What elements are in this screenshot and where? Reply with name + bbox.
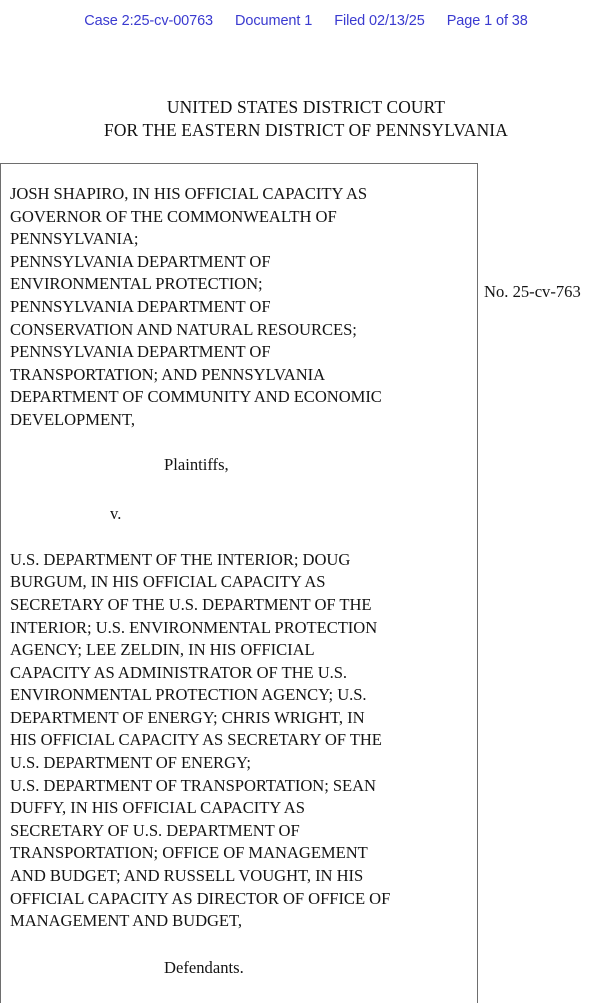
- plaintiff-line-10: DEPARTMENT OF COMMUNITY AND ECONOMIC: [10, 387, 382, 407]
- ecf-document-number: Document 1: [235, 13, 313, 29]
- defendant-line-10: U.S. DEPARTMENT OF ENERGY;: [10, 753, 251, 773]
- caption-parties-cell: [0, 163, 477, 1003]
- court-title: [0, 96, 612, 141]
- case-number: No. 25-cv-763: [484, 282, 581, 301]
- ecf-case-number: Case 2:25-cv-00763: [84, 13, 214, 29]
- defendant-line-8: DEPARTMENT OF ENERGY; CHRIS WRIGHT, IN: [10, 707, 365, 727]
- plaintiffs-role-label: Plaintiffs,: [164, 454, 229, 474]
- plaintiff-line-4: PENNSYLVANIA DEPARTMENT OF: [10, 251, 271, 271]
- defendant-line-6: CAPACITY AS ADMINISTRATOR OF THE U.S.: [10, 662, 348, 682]
- plaintiff-line-3: PENNSYLVANIA;: [10, 229, 139, 249]
- court-title-line-1: UNITED STATES DISTRICT COURT: [166, 97, 446, 117]
- defendant-line-17: MANAGEMENT AND BUDGET,: [10, 911, 242, 931]
- plaintiff-line-8: PENNSYLVANIA DEPARTMENT OF: [10, 342, 271, 362]
- caption-spacer: [10, 526, 463, 549]
- court-title-line-2: FOR THE EASTERN DISTRICT OF PENNSYLVANIA: [104, 119, 508, 140]
- plaintiff-line-9: TRANSPORTATION; AND PENNSYLVANIA: [10, 364, 326, 384]
- defendant-line-14: TRANSPORTATION; OFFICE OF MANAGEMENT: [10, 843, 368, 863]
- plaintiff-line-11: DEVELOPMENT,: [10, 409, 135, 429]
- defendant-line-4: INTERIOR; U.S. ENVIRONMENTAL PROTECTION: [10, 617, 378, 637]
- defendant-line-15: AND BUDGET; AND RUSSELL VOUGHT, IN HIS: [10, 866, 364, 886]
- defendant-line-9: HIS OFFICIAL CAPACITY AS SECRETARY OF THE: [10, 730, 382, 750]
- caption-case-number-cell: [478, 163, 612, 1003]
- defendant-line-13: SECRETARY OF U.S. DEPARTMENT OF: [10, 820, 300, 840]
- defendant-line-7: ENVIRONMENTAL PROTECTION AGENCY; U.S.: [10, 685, 367, 705]
- plaintiffs-block: [10, 183, 463, 432]
- versus-label: v.: [110, 504, 122, 524]
- plaintiff-line-1: JOSH SHAPIRO, IN HIS OFFICIAL CAPACITY AS: [10, 184, 368, 203]
- defendants-role-label: Defendants.: [164, 957, 244, 977]
- defendant-line-2: BURGUM, IN HIS OFFICIAL CAPACITY AS: [10, 572, 326, 592]
- case-caption-table: [0, 163, 612, 1003]
- ecf-filed-date: Filed 02/13/25: [334, 13, 425, 29]
- defendant-line-11: U.S. DEPARTMENT OF TRANSPORTATION; SEAN: [10, 775, 376, 795]
- defendant-line-1: U.S. DEPARTMENT OF THE INTERIOR; DOUG: [10, 549, 351, 569]
- defendant-line-12: DUFFY, IN HIS OFFICIAL CAPACITY AS: [10, 798, 305, 818]
- plaintiff-line-2: GOVERNOR OF THE COMMONWEALTH OF: [10, 206, 337, 226]
- defendants-block: [10, 549, 463, 933]
- defendant-line-16: OFFICIAL CAPACITY AS DIRECTOR OF OFFICE OF: [10, 888, 391, 908]
- plaintiff-line-5: ENVIRONMENTAL PROTECTION;: [10, 274, 263, 294]
- defendant-line-3: SECRETARY OF THE U.S. DEPARTMENT OF THE: [10, 594, 372, 614]
- plaintiff-line-6: PENNSYLVANIA DEPARTMENT OF: [10, 296, 271, 316]
- plaintiff-line-7: CONSERVATION AND NATURAL RESOURCES;: [10, 319, 357, 339]
- ecf-page-number: Page 1 of 38: [446, 13, 528, 29]
- ecf-header-stamp: [0, 13, 612, 29]
- defendant-line-5: AGENCY; LEE ZELDIN, IN HIS OFFICIAL: [10, 640, 315, 660]
